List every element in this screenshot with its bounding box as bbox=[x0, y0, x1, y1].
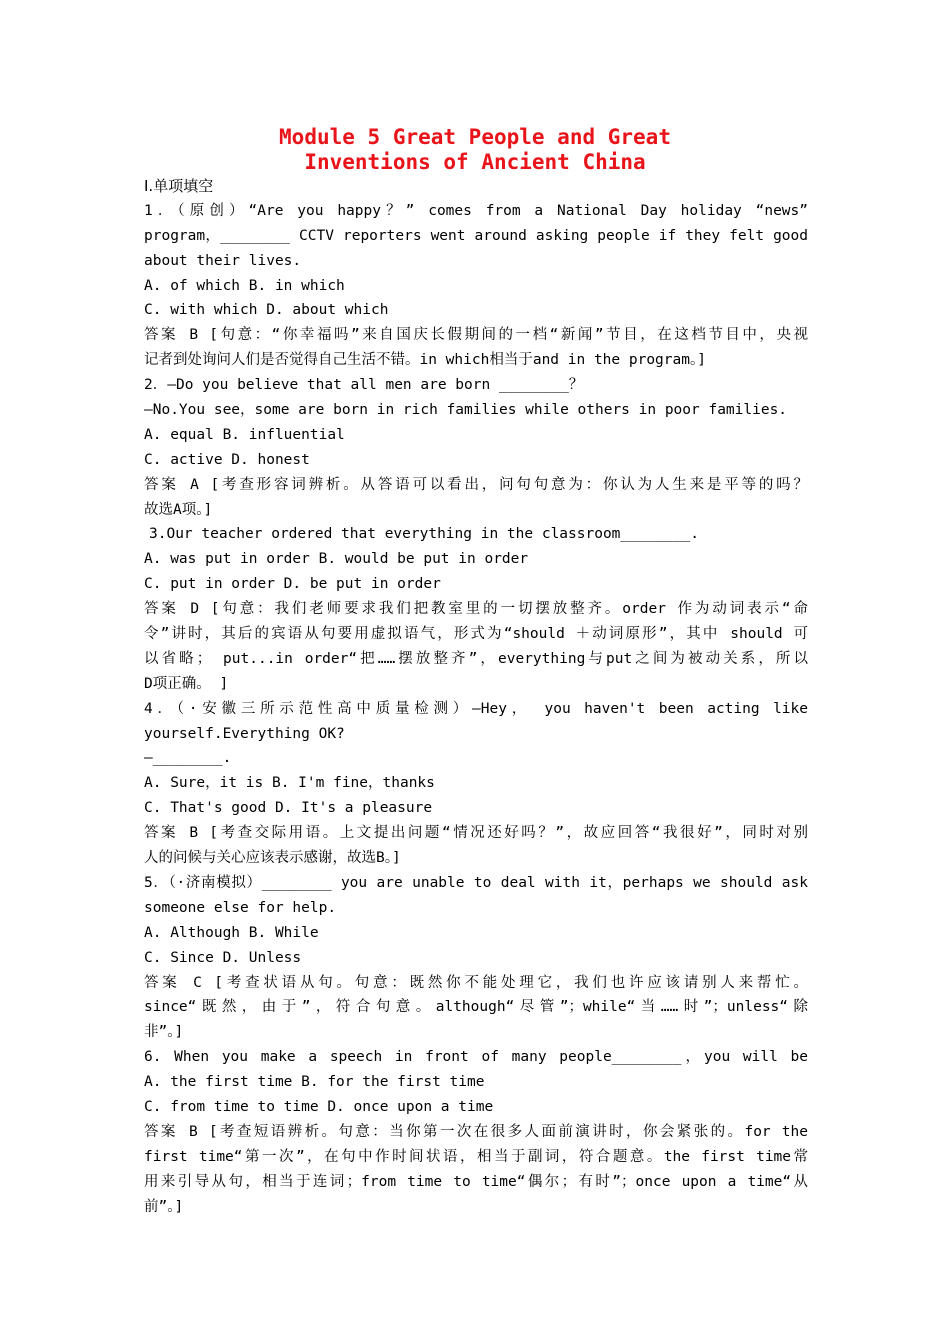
answer-5-line-1: 答案 C [考查状语从句。句意：既然你不能处理它，我们也许应该请别人来帮忙。 bbox=[144, 974, 808, 991]
answer-3-line-1: 答案 D [句意：我们老师要求我们把教室里的一切摆放整齐。order 作为动词表示“命 bbox=[144, 601, 808, 618]
document-title-line-1: Module 5 Great People and Great bbox=[279, 125, 671, 149]
question-4-options-ab: A. Sure，it is B. I'm fine，thanks bbox=[144, 775, 435, 792]
answer-3-line-2: 令”讲时，其后的宾语从句要用虚拟语气，形式为“should ＋动词原形”，其中 should 可 bbox=[144, 626, 808, 643]
answer-6-line-4: 前”。] bbox=[144, 1198, 184, 1215]
question-2-options-ab: A. equal B. influential bbox=[144, 426, 345, 443]
question-4-line-3: —________. bbox=[144, 750, 232, 767]
answer-2-line-1: 答案 A [考查形容词辨析。从答语可以看出，问句句意为：你认为人生来是平等的吗？ bbox=[144, 476, 808, 493]
answer-4-line-1: 答案 B [考查交际用语。上文提出问题“情况还好吗？”，故应回答“我很好”，同时对别 bbox=[144, 825, 808, 842]
question-1-line-2: program，________ CCTV reporters went around asking people if they felt good bbox=[144, 227, 808, 244]
question-4-line-2: yourself.Everything OK? bbox=[144, 725, 345, 742]
question-5-line-1: 5．（·济南模拟）________ you are unable to deal with it，perhaps we should ask bbox=[144, 874, 808, 891]
question-1-line-1: 1．（原创）“Are you happy？” comes from a National Day holiday “news” bbox=[144, 202, 808, 219]
question-5-options-cd: C. Since D. Unless bbox=[144, 949, 302, 966]
question-1-options-cd: C. with which D. about which bbox=[144, 302, 389, 319]
answer-5-line-3: 非”。] bbox=[144, 1024, 184, 1041]
answer-6-line-3: 用来引导从句，相当于连词；from time to time“偶尔；有时”；once upon a time“从 bbox=[144, 1173, 808, 1190]
question-3-options-cd: C. put in order D. be put in order bbox=[144, 576, 441, 593]
answer-5-line-2: since“既然，由于”，符合句意。although“尽管”；while“当……时”；unless“除 bbox=[144, 999, 808, 1016]
question-4-line-1: 4．（·安徽三所示范性高中质量检测）—Hey， you haven't been acting like bbox=[144, 700, 808, 717]
question-1-options-ab: A. of which B. in which bbox=[144, 277, 345, 294]
question-5-line-2: someone else for help. bbox=[144, 899, 337, 916]
question-5-options-ab: A. Although B. While bbox=[144, 924, 319, 941]
answer-2-line-2: 故选A项。] bbox=[144, 501, 213, 518]
question-1-line-3: about their lives. bbox=[144, 252, 302, 269]
answer-1-line-1: 答案 B [句意：“你幸福吗”来自国庆长假期间的一档“新闻”节目，在这档节目中，央视 bbox=[144, 327, 808, 344]
answer-4-line-2: 人的问候与关心应该表示感谢，故选B。] bbox=[144, 850, 401, 867]
answer-3-line-4: D项正确。 ] bbox=[144, 675, 229, 692]
question-2-line-2: —No.You see，some are born in rich families while others in poor families. bbox=[144, 402, 788, 419]
section-heading: Ⅰ.单项填空 bbox=[144, 177, 214, 195]
question-2-line-1: 2．—Do you believe that all men are born ________？ bbox=[144, 377, 584, 394]
answer-6-line-2: first time“第一次”，在句中作时间状语，相当于副词，符合题意。the first time常 bbox=[144, 1148, 808, 1165]
document-title-line-2: Inventions of Ancient China bbox=[304, 150, 646, 174]
question-4-options-cd: C. That's good D. It's a pleasure bbox=[144, 800, 433, 817]
question-2-options-cd: C. active D. honest bbox=[144, 451, 310, 468]
question-6-options-cd: C. from time to time D. once upon a time bbox=[144, 1098, 494, 1115]
answer-1-line-2: 记者到处询问人们是否觉得自己生活不错。in which相当于and in the program。] bbox=[144, 352, 706, 369]
answer-3-line-3: 以省略； put...in order“把……摆放整齐”，everything与put之间为被动关系，所以 bbox=[144, 650, 808, 667]
answer-6-line-1: 答案 B [考查短语辨析。句意：当你第一次在很多人面前演讲时，你会紧张的。for the bbox=[144, 1123, 808, 1140]
document-body bbox=[144, 174, 808, 1219]
question-6-line-1: 6. When you make a speech in front of many people________，you will be bbox=[144, 1049, 808, 1066]
question-3-options-ab: A. was put in order B. would be put in order bbox=[144, 551, 529, 568]
question-6-options-ab: A. the first time B. for the first time bbox=[144, 1074, 485, 1091]
question-3-line-1: 3.Our teacher ordered that everything in the classroom________. bbox=[149, 526, 699, 543]
